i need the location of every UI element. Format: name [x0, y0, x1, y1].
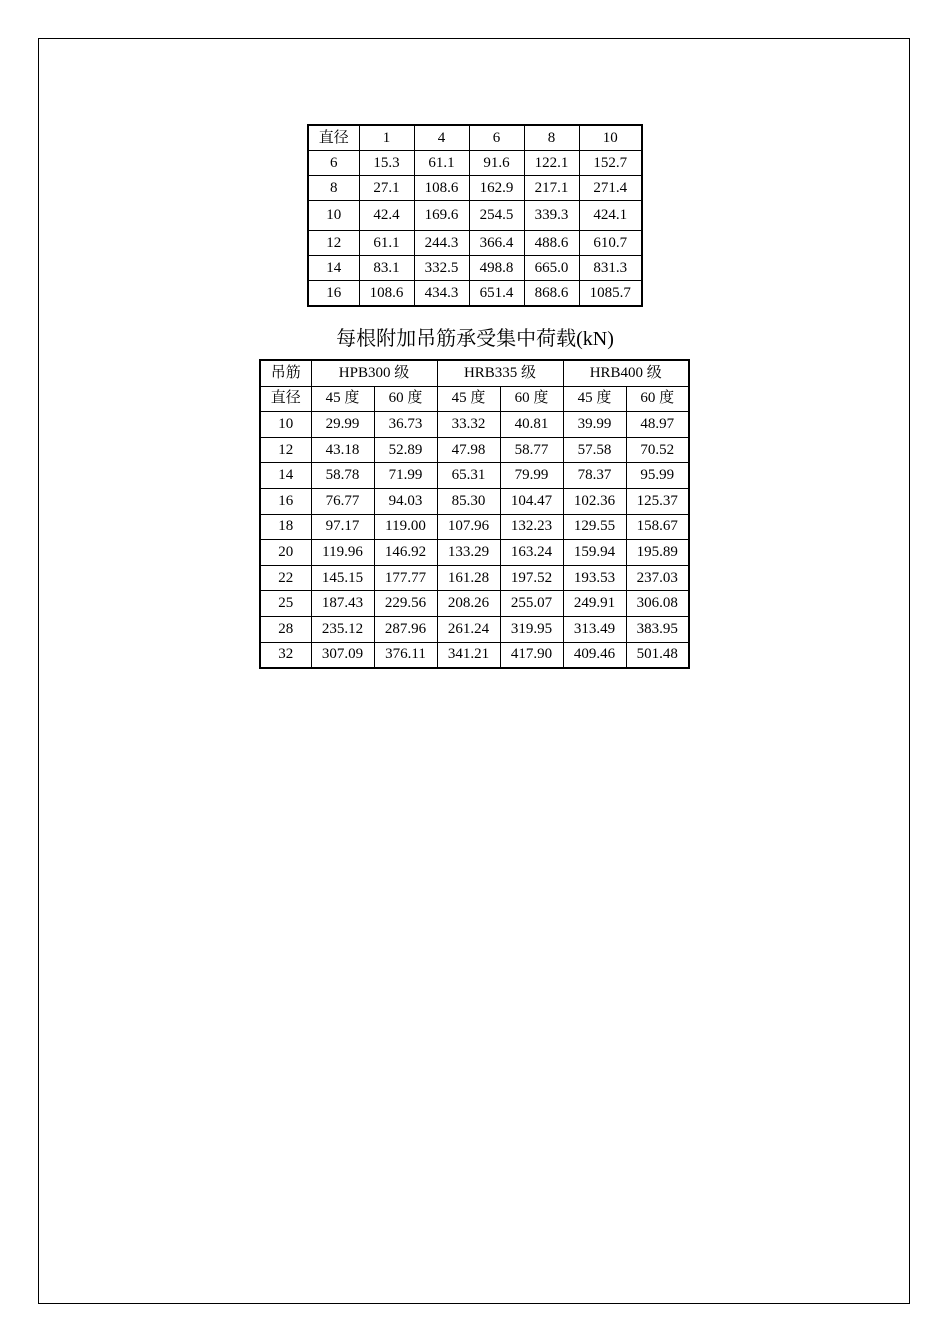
table-cell: 94.03 [374, 488, 437, 514]
table-cell: 20 [260, 540, 311, 566]
table-cell: 208.26 [437, 591, 500, 617]
angle-header-cell: 60 度 [626, 386, 689, 412]
table-cell: 161.28 [437, 565, 500, 591]
table-cell: 868.6 [524, 281, 579, 307]
table-cell: 76.77 [311, 488, 374, 514]
table-cell: 132.23 [500, 514, 563, 540]
table-cell: 498.8 [469, 256, 524, 281]
table-cell: 119.00 [374, 514, 437, 540]
table-cell: 70.52 [626, 437, 689, 463]
table-cell: 145.15 [311, 565, 374, 591]
table-row [260, 616, 689, 642]
table-cell: 8 [308, 176, 359, 201]
table-cell: 119.96 [311, 540, 374, 566]
header-cell: 10 [579, 125, 642, 151]
table-cell: 36.73 [374, 412, 437, 438]
table-cell: 665.0 [524, 256, 579, 281]
table-cell: 651.4 [469, 281, 524, 307]
table-cell: 229.56 [374, 591, 437, 617]
hanger-bar-load-table-body [260, 360, 689, 668]
table-cell: 187.43 [311, 591, 374, 617]
table-row [260, 488, 689, 514]
table-cell: 107.96 [437, 514, 500, 540]
table-cell: 108.6 [359, 281, 414, 307]
table-cell: 61.1 [414, 151, 469, 176]
table-row [308, 176, 642, 201]
table-row [260, 591, 689, 617]
table-cell: 177.77 [374, 565, 437, 591]
table-cell: 42.4 [359, 201, 414, 231]
table-cell: 125.37 [626, 488, 689, 514]
table-cell: 237.03 [626, 565, 689, 591]
rebar-area-table-body [308, 125, 642, 306]
table-cell: 146.92 [374, 540, 437, 566]
table-cell: 14 [260, 463, 311, 489]
angle-header-cell: 60 度 [500, 386, 563, 412]
table-cell: 12 [308, 231, 359, 256]
header-cell: 6 [469, 125, 524, 151]
table-cell: 244.3 [414, 231, 469, 256]
table-header-row [260, 360, 689, 386]
table-row [308, 201, 642, 231]
table-cell: 85.30 [437, 488, 500, 514]
table-row [260, 412, 689, 438]
table-header-row [260, 386, 689, 412]
corner-cell-top: 吊筋 [260, 360, 311, 386]
table-cell: 193.53 [563, 565, 626, 591]
table-cell: 83.1 [359, 256, 414, 281]
table-cell: 217.1 [524, 176, 579, 201]
grade-header-cell: HRB335 级 [437, 360, 563, 386]
header-cell: 直径 [308, 125, 359, 151]
table-cell: 97.17 [311, 514, 374, 540]
table-row [260, 540, 689, 566]
table-cell: 488.6 [524, 231, 579, 256]
table-cell: 104.47 [500, 488, 563, 514]
table-cell: 235.12 [311, 616, 374, 642]
table-cell: 91.6 [469, 151, 524, 176]
table-cell: 65.31 [437, 463, 500, 489]
angle-header-cell: 60 度 [374, 386, 437, 412]
table-cell: 249.91 [563, 591, 626, 617]
table-cell: 15.3 [359, 151, 414, 176]
table-cell: 16 [308, 281, 359, 307]
angle-header-cell: 45 度 [437, 386, 500, 412]
table-row [308, 151, 642, 176]
table-cell: 424.1 [579, 201, 642, 231]
table-cell: 95.99 [626, 463, 689, 489]
table-row [308, 256, 642, 281]
table-cell: 831.3 [579, 256, 642, 281]
table-cell: 319.95 [500, 616, 563, 642]
table-cell: 71.99 [374, 463, 437, 489]
table-cell: 271.4 [579, 176, 642, 201]
table-cell: 12 [260, 437, 311, 463]
table-cell: 133.29 [437, 540, 500, 566]
table-cell: 79.99 [500, 463, 563, 489]
table-cell: 332.5 [414, 256, 469, 281]
corner-cell-bottom: 直径 [260, 386, 311, 412]
table-cell: 307.09 [311, 642, 374, 668]
table-row [260, 437, 689, 463]
table-cell: 341.21 [437, 642, 500, 668]
table-cell: 383.95 [626, 616, 689, 642]
table-cell: 254.5 [469, 201, 524, 231]
table-cell: 16 [260, 488, 311, 514]
grade-header-cell: HRB400 级 [563, 360, 689, 386]
table-cell: 58.78 [311, 463, 374, 489]
table-cell: 52.89 [374, 437, 437, 463]
rebar-area-table [307, 124, 643, 307]
table-cell: 376.11 [374, 642, 437, 668]
table-cell: 10 [260, 412, 311, 438]
header-cell: 1 [359, 125, 414, 151]
table-cell: 339.3 [524, 201, 579, 231]
table-cell: 122.1 [524, 151, 579, 176]
table-cell: 6 [308, 151, 359, 176]
table-cell: 29.99 [311, 412, 374, 438]
table-cell: 169.6 [414, 201, 469, 231]
table-cell: 197.52 [500, 565, 563, 591]
hanger-bar-load-table [259, 359, 690, 669]
table-cell: 27.1 [359, 176, 414, 201]
table-cell: 261.24 [437, 616, 500, 642]
table-cell: 366.4 [469, 231, 524, 256]
table-cell: 158.67 [626, 514, 689, 540]
table-cell: 159.94 [563, 540, 626, 566]
table-cell: 1085.7 [579, 281, 642, 307]
table-cell: 287.96 [374, 616, 437, 642]
table-cell: 25 [260, 591, 311, 617]
table-cell: 417.90 [500, 642, 563, 668]
table-cell: 78.37 [563, 463, 626, 489]
table-cell: 33.32 [437, 412, 500, 438]
table-cell: 39.99 [563, 412, 626, 438]
table-cell: 32 [260, 642, 311, 668]
header-cell: 8 [524, 125, 579, 151]
table-cell: 14 [308, 256, 359, 281]
table-row [260, 514, 689, 540]
table-row [308, 231, 642, 256]
table-row [308, 281, 642, 307]
table-cell: 501.48 [626, 642, 689, 668]
table-cell: 102.36 [563, 488, 626, 514]
table-cell: 255.07 [500, 591, 563, 617]
table-cell: 306.08 [626, 591, 689, 617]
table-cell: 195.89 [626, 540, 689, 566]
table-cell: 108.6 [414, 176, 469, 201]
table-cell: 57.58 [563, 437, 626, 463]
table-cell: 313.49 [563, 616, 626, 642]
table-cell: 22 [260, 565, 311, 591]
table-cell: 163.24 [500, 540, 563, 566]
table-cell: 40.81 [500, 412, 563, 438]
table-cell: 610.7 [579, 231, 642, 256]
grade-header-cell: HPB300 级 [311, 360, 437, 386]
table-header-row [308, 125, 642, 151]
table-row [260, 642, 689, 668]
table-cell: 48.97 [626, 412, 689, 438]
table-cell: 28 [260, 616, 311, 642]
table-cell: 58.77 [500, 437, 563, 463]
angle-header-cell: 45 度 [311, 386, 374, 412]
header-cell: 4 [414, 125, 469, 151]
table-cell: 10 [308, 201, 359, 231]
table-row [260, 565, 689, 591]
table-cell: 18 [260, 514, 311, 540]
table-cell: 61.1 [359, 231, 414, 256]
table-cell: 43.18 [311, 437, 374, 463]
table-caption: 每根附加吊筋承受集中荷载(kN) [336, 328, 614, 350]
table-cell: 409.46 [563, 642, 626, 668]
table-cell: 162.9 [469, 176, 524, 201]
table-cell: 47.98 [437, 437, 500, 463]
table-cell: 129.55 [563, 514, 626, 540]
table-cell: 152.7 [579, 151, 642, 176]
table-cell: 434.3 [414, 281, 469, 307]
angle-header-cell: 45 度 [563, 386, 626, 412]
table-row [260, 463, 689, 489]
